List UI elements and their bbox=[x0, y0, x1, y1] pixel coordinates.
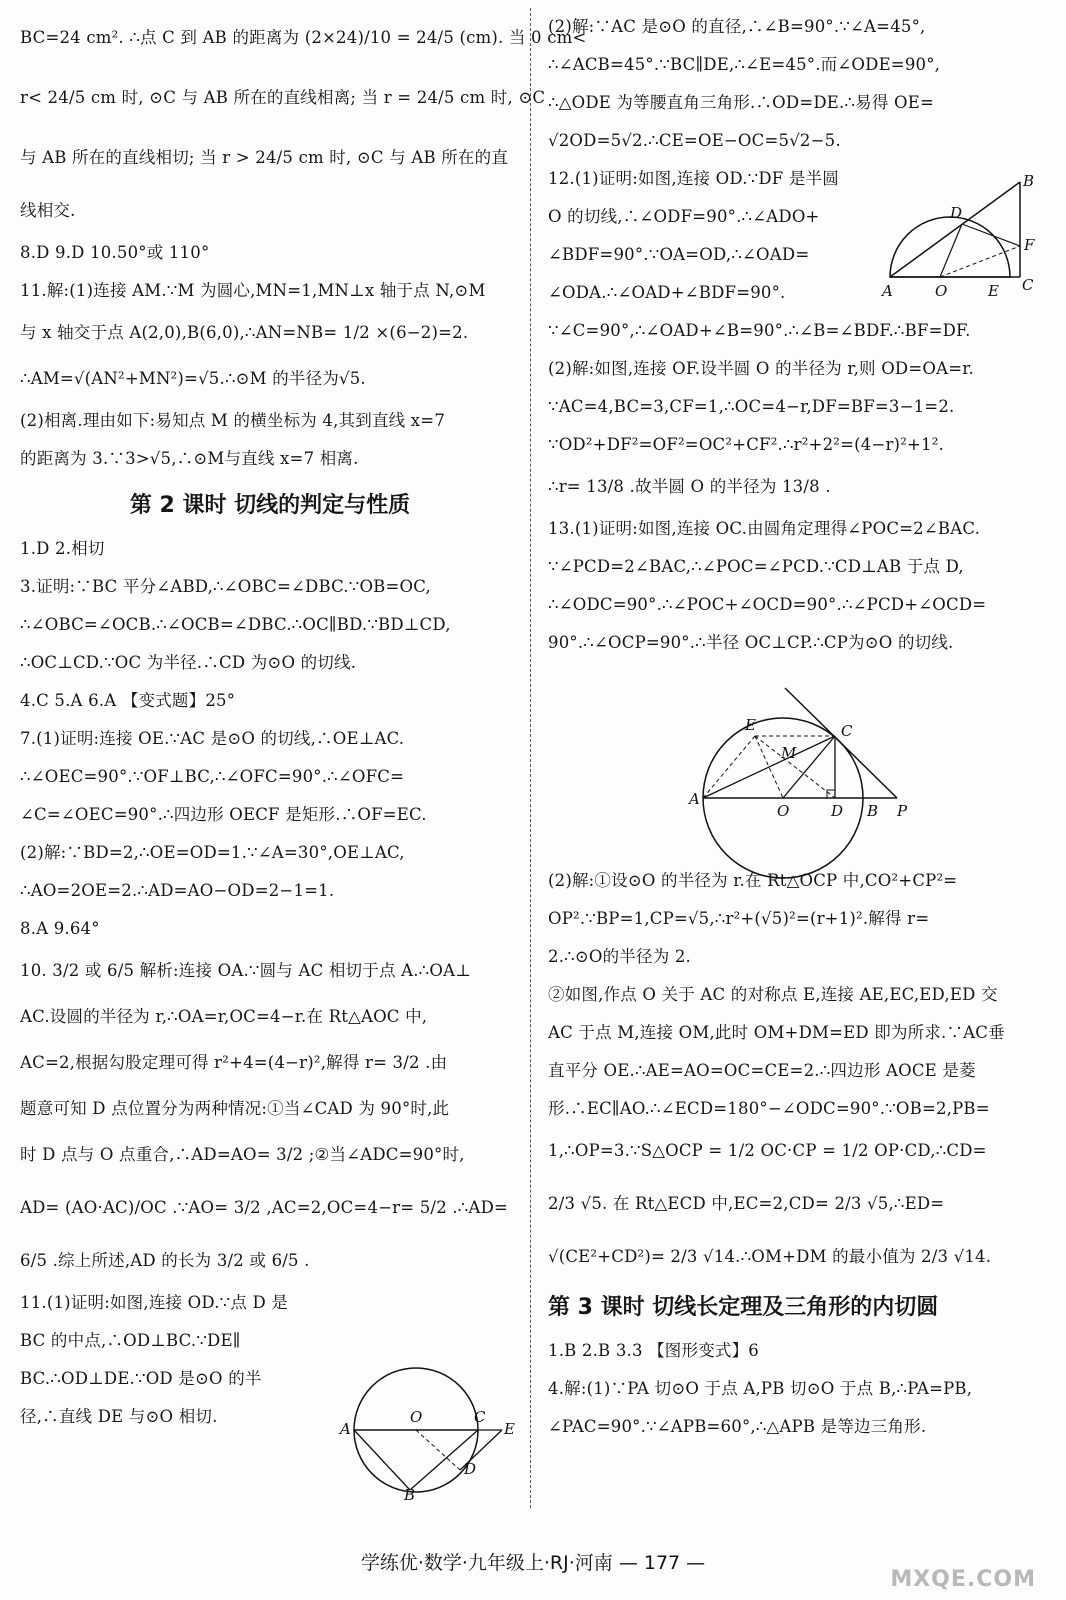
label-e: E bbox=[988, 282, 999, 300]
label-e: E bbox=[745, 716, 756, 734]
text-line: ∴∠OBC=∠OCB.∴∠OCB=∠DBC.∴OC∥BD.∵BD⊥CD, bbox=[20, 615, 451, 634]
text-line: 2.∴⊙O的半径为 2. bbox=[548, 947, 691, 966]
text-line: ∴∠OEC=90°.∵OF⊥BC,∴∠OFC=90°.∴∠OFC= bbox=[20, 767, 405, 786]
left-column bbox=[20, 8, 587, 1436]
text-line: 1.D 2.相切 bbox=[20, 539, 105, 558]
text-line: 13.(1)证明:如图,连接 OC.由圆角定理得∠POC=2∠BAC. bbox=[548, 519, 981, 538]
text-line: (2)相离.理由如下:易知点 M 的横坐标为 4,其到直线 x=7 bbox=[20, 411, 446, 430]
text-line: 7.(1)证明:连接 OE.∵AC 是⊙O 的切线,∴OE⊥AC. bbox=[20, 729, 405, 748]
text-line: 6/5 .综上所述,AD 的长为 3/2 或 6/5 . bbox=[20, 1251, 310, 1270]
watermark: MXQE.COM bbox=[890, 1567, 1036, 1592]
label-f: F bbox=[1024, 236, 1035, 254]
text-line: 1.B 2.B 3.3 【图形变式】6 bbox=[548, 1341, 760, 1360]
label-b: B bbox=[404, 1486, 416, 1504]
text-line: ∠C=∠OEC=90°.∴四边形 OECF 是矩形.∴OF=EC. bbox=[20, 805, 427, 824]
text-line: BC=24 cm². ∴点 C 到 AB 的距离为 (2×24)/10 = 24/5 (cm). 当 0 cm< bbox=[20, 28, 587, 47]
text-line: 11.解:(1)连接 AM.∵M 为圆心,MN=1,MN⊥x 轴于点 N,⊙M bbox=[20, 281, 486, 300]
text-line: 90°.∴∠OCP=90°.∴半径 OC⊥CP.∴CP为⊙O 的切线. bbox=[548, 633, 954, 652]
page-footer: 学练优·数学·九年级上·RJ·河南 — 177 — bbox=[360, 1552, 706, 1574]
label-b: B bbox=[1023, 172, 1035, 190]
section-heading: 第 2 课时 切线的判定与性质 bbox=[129, 493, 411, 518]
label-d: D bbox=[950, 204, 963, 222]
text-line: AD= (AO·AC)/OC .∵AO= 3/2 ,AC=2,OC=4−r= 5/2 .∴AD= bbox=[20, 1198, 509, 1217]
text-line: OP².∵BP=1,CP=√5,∴r²+(√5)²=(r+1)².解得 r= bbox=[548, 909, 930, 928]
text-line: 8.D 9.D 10.50°或 110° bbox=[20, 243, 210, 262]
figure-12-semicircle bbox=[880, 172, 1040, 302]
column-divider bbox=[530, 8, 531, 1508]
text-line: ∴AM=√(AN²+MN²)=√5.∴⊙M 的半径为√5. bbox=[20, 369, 366, 388]
text-line: ∴OC⊥CD.∵OC 为半径.∴CD 为⊙O 的切线. bbox=[20, 653, 357, 672]
figure-13-circle-tangent bbox=[685, 688, 925, 878]
label-o: O bbox=[410, 1408, 423, 1426]
text-line: 4.C 5.A 6.A 【变式题】25° bbox=[20, 691, 236, 710]
tangent-cp bbox=[785, 688, 897, 798]
text-line: 题意可知 D 点位置分为两种情况:①当∠CAD 为 90°时,此 bbox=[20, 1099, 450, 1118]
text-line: ∵∠C=90°,∴∠OAD+∠B=90°.∴∠B=∠BDF.∴BF=DF. bbox=[548, 321, 971, 340]
text-line: √2OD=5√2.∴CE=OE−OC=5√2−5. bbox=[548, 131, 841, 150]
text-line: ∠BDF=90°.∵OA=OD,∴∠OAD= bbox=[548, 245, 810, 264]
text-line: ∴△ODE 为等腰直角三角形.∴OD=DE.∴易得 OE= bbox=[548, 93, 935, 112]
label-e: E bbox=[504, 1420, 515, 1438]
text-line: AC=2,根据勾股定理可得 r²+4=(4−r)²,解得 r= 3/2 .由 bbox=[20, 1053, 448, 1072]
label-o: O bbox=[777, 802, 790, 820]
text-line: AC.设圆的半径为 r,∴OA=r,OC=4−r.在 Rt△AOC 中, bbox=[20, 1007, 428, 1026]
text-line: 线相交. bbox=[20, 201, 76, 220]
label-c: C bbox=[841, 722, 853, 740]
text-line: ∴∠ACB=45°.∵BC∥DE,∴∠E=45°.而∠ODE=90°, bbox=[548, 55, 941, 74]
text-line: 11.(1)证明:如图,连接 OD.∵点 D 是 bbox=[20, 1293, 289, 1312]
text-line: ∵∠PCD=2∠BAC,∴∠POC=∠PCD.∵CD⊥AB 于点 D, bbox=[548, 557, 964, 576]
text-line: 8.A 9.64° bbox=[20, 919, 100, 938]
label-a: A bbox=[882, 282, 893, 300]
text-line: 3.证明:∵BC 平分∠ABD,∴∠OBC=∠DBC.∵OB=OC, bbox=[20, 577, 431, 596]
text-line: 直平分 OE.∴AE=AO=OC=CE=2.∴四边形 AOCE 是菱 bbox=[548, 1061, 976, 1080]
label-d: D bbox=[831, 802, 844, 820]
label-b: B bbox=[867, 802, 879, 820]
text-line: 12.(1)证明:如图,连接 OD.∵DF 是半圆 bbox=[548, 169, 839, 188]
label-p: P bbox=[897, 802, 908, 820]
text-line: (2)解:∵AC 是⊙O 的直径,∴∠B=90°.∵∠A=45°, bbox=[548, 17, 926, 36]
text-line: ∴∠ODC=90°.∴∠POC+∠OCD=90°.∴∠PCD+∠OCD= bbox=[548, 595, 987, 614]
text-line: 1,∴OP=3.∵S△OCP = 1/2 OC·CP = 1/2 OP·CD,∴CD= bbox=[548, 1141, 987, 1160]
text-line: 10. 3/2 或 6/5 解析:连接 OA.∵圆与 AC 相切于点 A.∴OA⊥ bbox=[20, 961, 471, 980]
figure-11-circle-tangent bbox=[340, 1370, 520, 1504]
text-line: (2)解:①设⊙O 的半径为 r.在 Rt△OCP 中,CO²+CP²= bbox=[548, 871, 958, 890]
text-line: r< 24/5 cm 时, ⊙C 与 AB 所在的直线相离; 当 r = 24/5 cm 时, ⊙C bbox=[20, 88, 546, 107]
text-line: ②如图,作点 O 关于 AC 的对称点 E,连接 AE,EC,ED,ED 交 bbox=[548, 985, 998, 1004]
text-line: 径,∴直线 DE 与⊙O 相切. bbox=[20, 1407, 218, 1426]
text-line: 与 x 轴交于点 A(2,0),B(6,0),∴AN=NB= 1/2 ×(6−2)=2. bbox=[20, 323, 469, 342]
text-line: (2)解:如图,连接 OF.设半圆 O 的半径为 r,则 OD=OA=r. bbox=[548, 359, 974, 378]
segment-od bbox=[416, 1430, 460, 1470]
text-line: ∴AO=2OE=2.∴AD=AO−OD=2−1=1. bbox=[20, 881, 335, 900]
text-line: 与 AB 所在的直线相切; 当 r > 24/5 cm 时, ⊙C 与 AB 所在的直 bbox=[20, 148, 509, 167]
text-line: 2/3 √5. 在 Rt△ECD 中,EC=2,CD= 2/3 √5,∴ED= bbox=[548, 1194, 945, 1213]
text-line: BC 的中点,∴OD⊥BC.∵DE∥ bbox=[20, 1331, 241, 1350]
text-line: (2)解:∵BD=2,∴OE=OD=1.∵∠A=30°,OE⊥AC, bbox=[20, 843, 405, 862]
text-line: 的距离为 3.∵3>√5,∴⊙M与直线 x=7 相离. bbox=[20, 449, 359, 468]
label-o: O bbox=[935, 282, 948, 300]
text-line: ∵OD²+DF²=OF²=OC²+CF².∴r²+2²=(4−r)²+1². bbox=[548, 435, 944, 454]
text-line: 时 D 点与 O 点重合,∴AD=AO= 3/2 ;②当∠ADC=90°时, bbox=[20, 1145, 465, 1164]
text-line: ∠ODA.∴∠OAD+∠BDF=90°. bbox=[548, 283, 786, 302]
segment-df bbox=[962, 224, 1020, 246]
label-m: M bbox=[781, 744, 797, 762]
label-a: A bbox=[689, 790, 700, 808]
text-line: O 的切线,∴∠ODF=90°.∴∠ADO+ bbox=[548, 207, 820, 226]
text-line: BC.∴OD⊥DE.∵OD 是⊙O 的半 bbox=[20, 1369, 262, 1388]
semicircle bbox=[890, 217, 1010, 277]
text-line: ∠PAC=90°.∵∠APB=60°,∴△APB 是等边三角形. bbox=[548, 1417, 927, 1436]
text-line: 4.解:(1)∵PA 切⊙O 于点 A,PB 切⊙O 于点 B,∴PA=PB, bbox=[548, 1379, 973, 1398]
text-line: ∴r= 13/8 .故半圆 O 的半径为 13/8 . bbox=[548, 477, 831, 496]
text-line: √(CE²+CD²)= 2/3 √14.∴OM+DM 的最小值为 2/3 √14. bbox=[548, 1247, 992, 1266]
label-a: A bbox=[340, 1420, 351, 1438]
label-c: C bbox=[1022, 276, 1034, 294]
text-line: AC 于点 M,连接 OM,此时 OM+DM=ED 即为所求.∵AC垂 bbox=[548, 1023, 1005, 1042]
label-c: C bbox=[474, 1408, 486, 1426]
label-d: D bbox=[464, 1460, 477, 1478]
text-line: 形.∴EC∥AO.∴∠ECD=180°−∠ODC=90°.∵OB=2,PB= bbox=[548, 1099, 990, 1118]
section-heading: 第 3 课时 切线长定理及三角形的内切圆 bbox=[548, 1295, 939, 1320]
hypotenuse-ab bbox=[890, 182, 1020, 277]
text-line: ∵AC=4,BC=3,CF=1,∴OC=4−r,DF=BF=3−1=2. bbox=[548, 397, 955, 416]
segment-ae bbox=[703, 736, 755, 798]
